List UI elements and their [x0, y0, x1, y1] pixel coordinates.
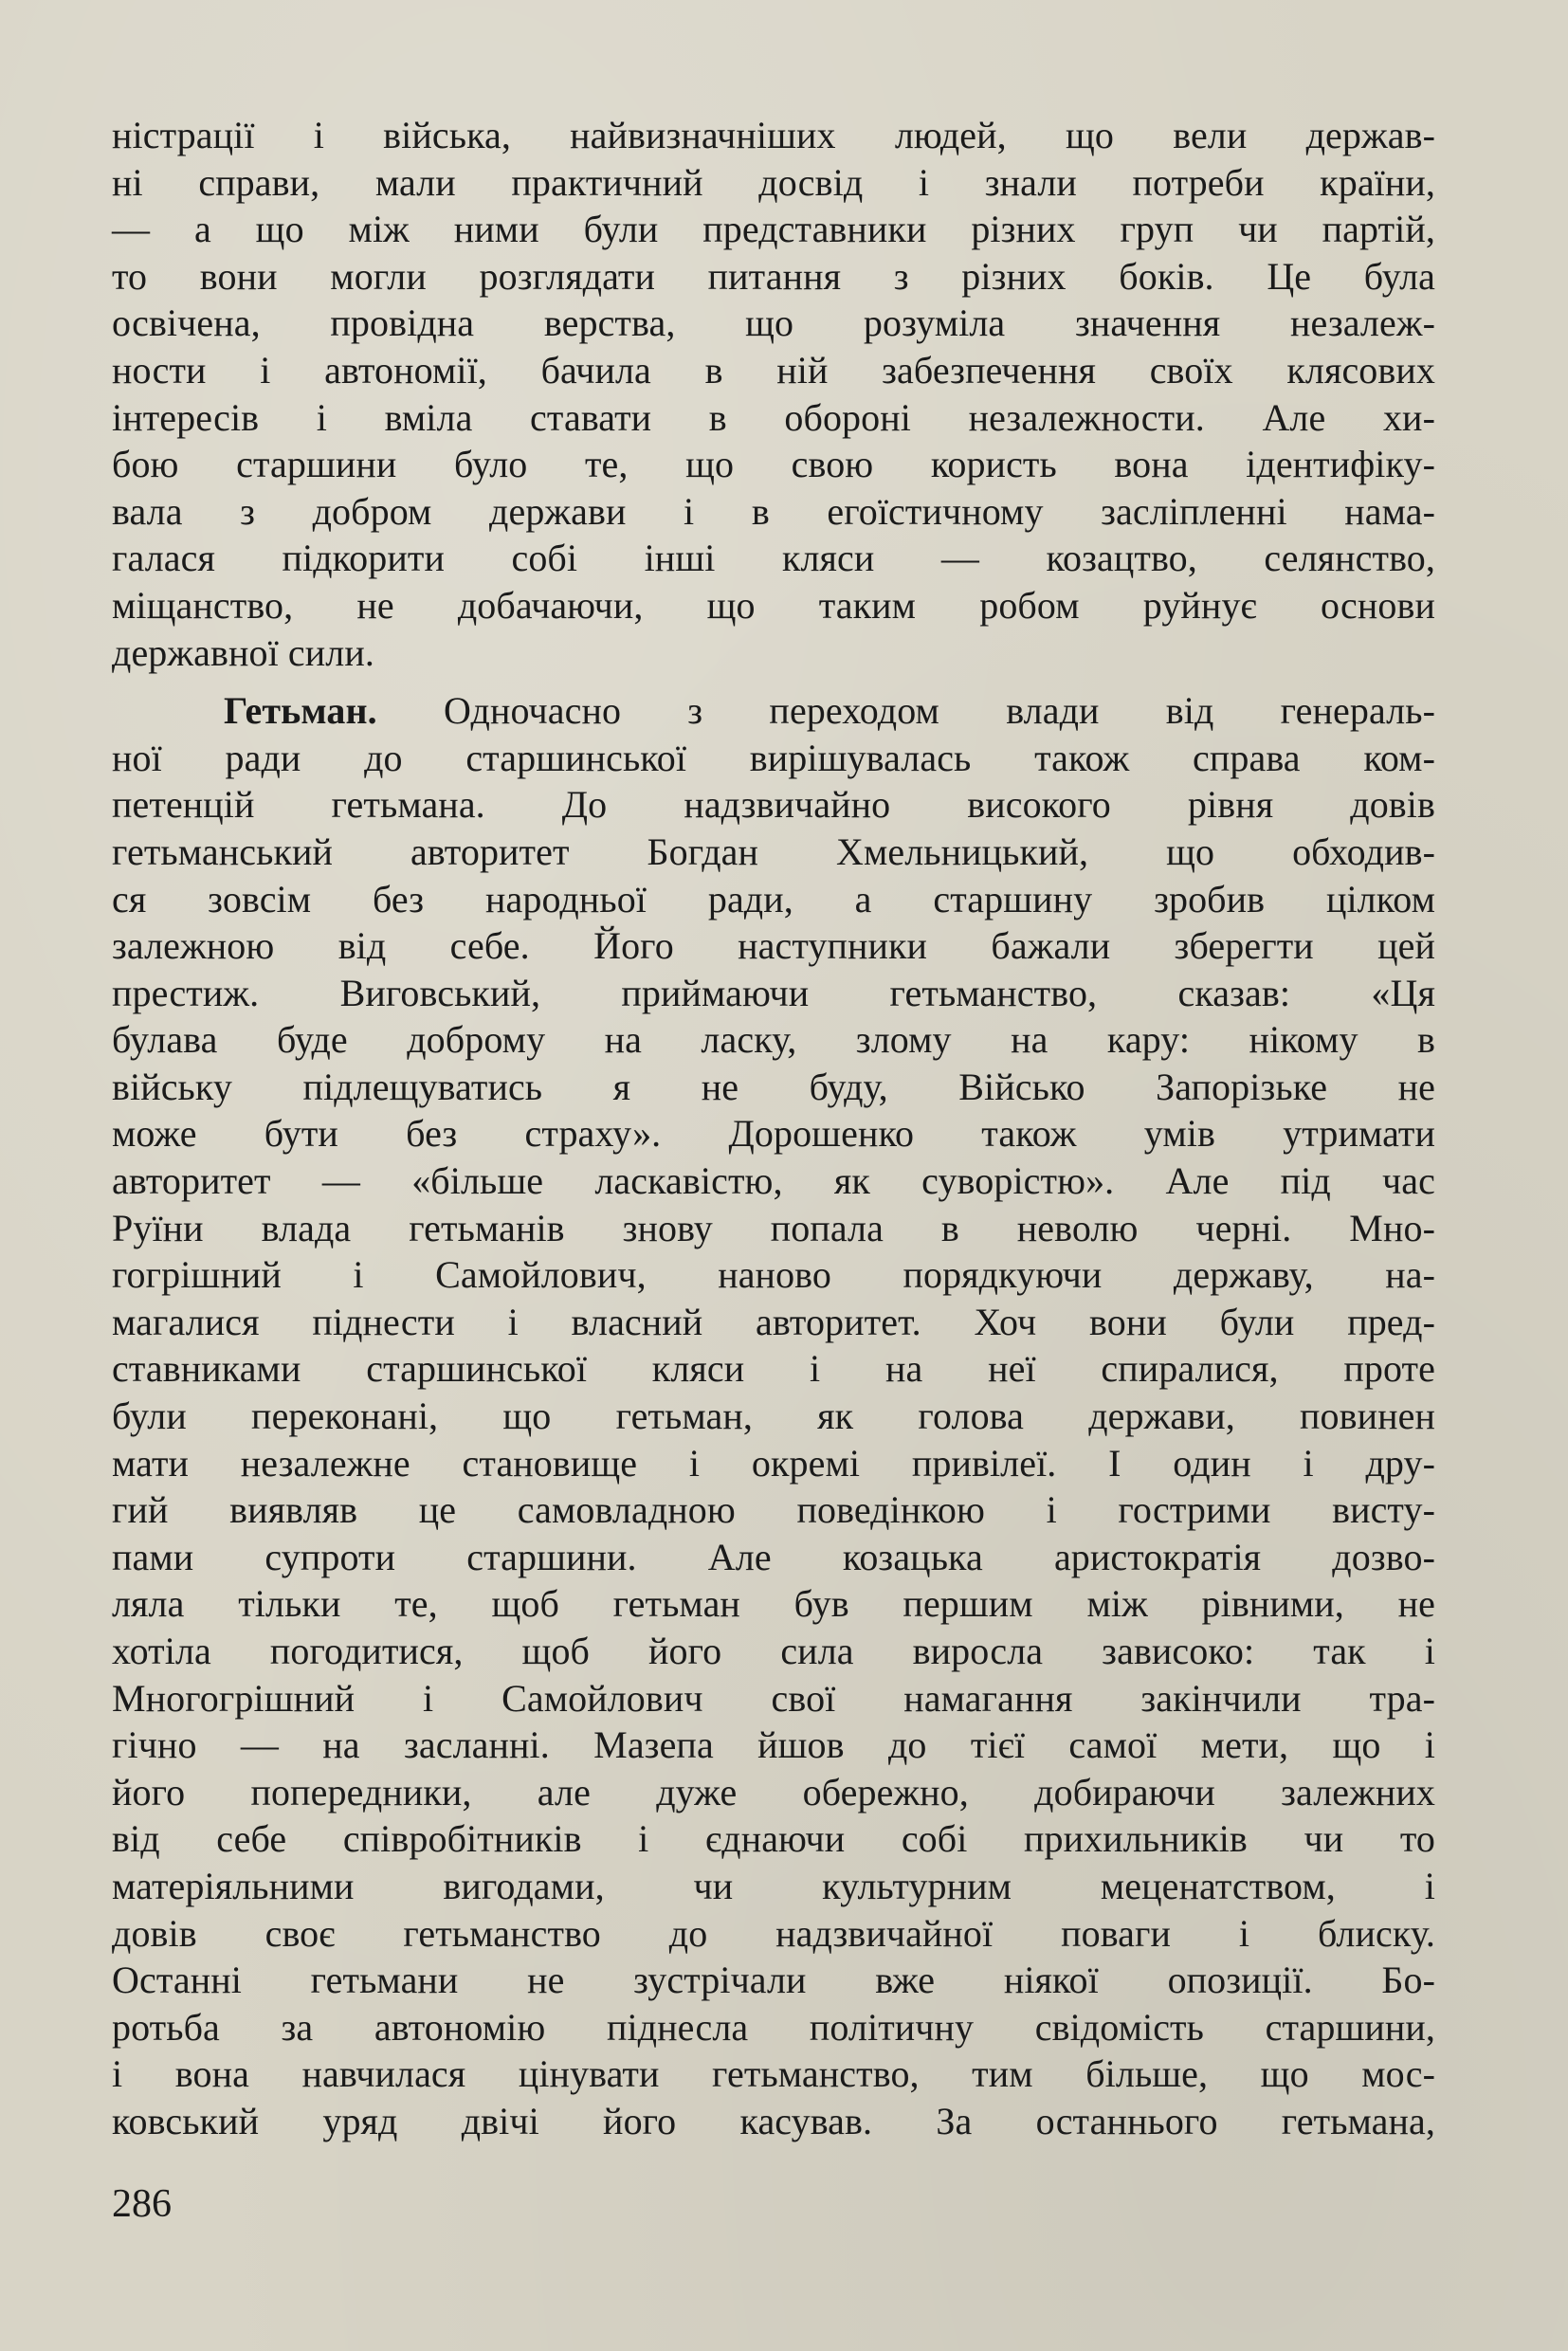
text-line: бою старшини було те, що свою користь вона ідентифіку- [112, 443, 1435, 486]
paragraph-gap [112, 676, 1435, 687]
text-line: війську підлещуватись я не буду, Військо Запорізьке не [112, 1065, 1435, 1108]
text-line: ротьба за автономію піднесла політичну свідомість старшини, [112, 2005, 1435, 2049]
text-line: державної сили. [112, 630, 374, 674]
paragraph-2-first-line-text: Одночасно з переходом влади від генераль- [444, 689, 1435, 733]
text-line: освічена, провідна верства, що розуміла значення незалеж- [112, 301, 1435, 345]
text-line: пами супроти старшини. Але козацька аристократія дозво- [112, 1535, 1435, 1578]
text-line: ности і автономії, бачила в ній забезпечення своїх клясових [112, 348, 1435, 392]
text-line: ся зовсім без народньої ради, а старшину зробив цілком [112, 877, 1435, 920]
text-line: Многогрішний і Самойлович свої намагання закінчили тра- [112, 1676, 1435, 1720]
paragraph-2 [112, 687, 1435, 2144]
text-line: ставниками старшинської кляси і на неї спиралися, проте [112, 1347, 1435, 1391]
text-line: матеріяльними вигодами, чи культурним меценатством, і [112, 1864, 1435, 1907]
text-line: міщанство, не добачаючи, що таким робом руйнує основи [112, 583, 1435, 627]
text-line: залежною від себе. Його наступники бажали зберегти цей [112, 924, 1435, 968]
text-line: довів своє гетьманство до надзвичайної поваги і блиску. [112, 1911, 1435, 1955]
text-line: інтересів і вміла ставати в обороні незалежности. Але хи- [112, 395, 1435, 439]
body-text [112, 112, 1435, 2145]
text-line: галася підкорити собі інші кляси — козацтво, селянство, [112, 537, 1435, 580]
paragraph-1 [112, 112, 1435, 676]
text-line: вала з добром держави і в егоїстичному засліпленні нама- [112, 489, 1435, 533]
text-line: ковський уряд двічі його касував. За останнього гетьмана, [112, 2099, 1435, 2142]
text-line: його попередники, але дуже обережно, добираючи залежних [112, 1770, 1435, 1813]
text-line: престиж. Виговський, приймаючи гетьманство, сказав: «Ця [112, 971, 1435, 1014]
text-line: від себе співробітників і єднаючи собі прихильників чи то [112, 1817, 1435, 1861]
page-number: 286 [112, 2182, 172, 2226]
text-line: авторитет — «більше ласкавістю, як суворістю». Але під час [112, 1159, 1435, 1203]
section-heading: Гетьман. [224, 689, 377, 733]
text-line: то вони могли розглядати питання з різних боків. Це була [112, 254, 1435, 298]
text-line: ної ради до старшинської вирішувалась також справа ком- [112, 736, 1435, 779]
text-line: і вона навчилася цінувати гетьманство, тим більше, що мос- [112, 2052, 1435, 2096]
text-line: петенцій гетьмана. До надзвичайно високого рівня довів [112, 783, 1435, 827]
text-line: ляла тільки те, щоб гетьман був першим між рівними, не [112, 1582, 1435, 1626]
text-line: гетьманський авторитет Богдан Хмельницький, що обходив- [112, 829, 1435, 873]
text-line: ні справи, мали практичний досвід і знали потреби країни, [112, 160, 1435, 204]
text-line: Руїни влада гетьманів знову попала в неволю черні. Мно- [112, 1206, 1435, 1249]
text-line: — а що між ними були представники різних груп чи партій, [112, 208, 1435, 251]
text-line: булава буде доброму на ласку, злому на кару: нікому в [112, 1018, 1435, 1062]
paragraph-2-first-line [112, 687, 1435, 735]
text-line: гий виявляв це самовладною поведінкою і гострими висту- [112, 1488, 1435, 1532]
text-line: ністрації і війська, найвизначніших людей, що вели держав- [112, 114, 1435, 156]
text-line: магалися піднести і власний авторитет. Хоч вони були пред- [112, 1300, 1435, 1343]
text-line: були переконані, що гетьман, як голова держави, повинен [112, 1394, 1435, 1438]
text-line: гічно — на засланні. Мазепа йшов до тієї самої мети, що і [112, 1723, 1435, 1767]
text-line: гогрішний і Самойлович, наново порядкуючи державу, на- [112, 1253, 1435, 1297]
text-line: Останні гетьмани не зустрічали вже ніякої опозиції. Бо- [112, 1959, 1435, 2002]
text-line: мати незалежне становище і окремі привілеї. І один і дру- [112, 1441, 1435, 1485]
text-line: може бути без страху». Дорошенко також умів утримати [112, 1112, 1435, 1156]
text-line: хотіла погодитися, щоб його сила виросла зависоко: так і [112, 1630, 1435, 1672]
